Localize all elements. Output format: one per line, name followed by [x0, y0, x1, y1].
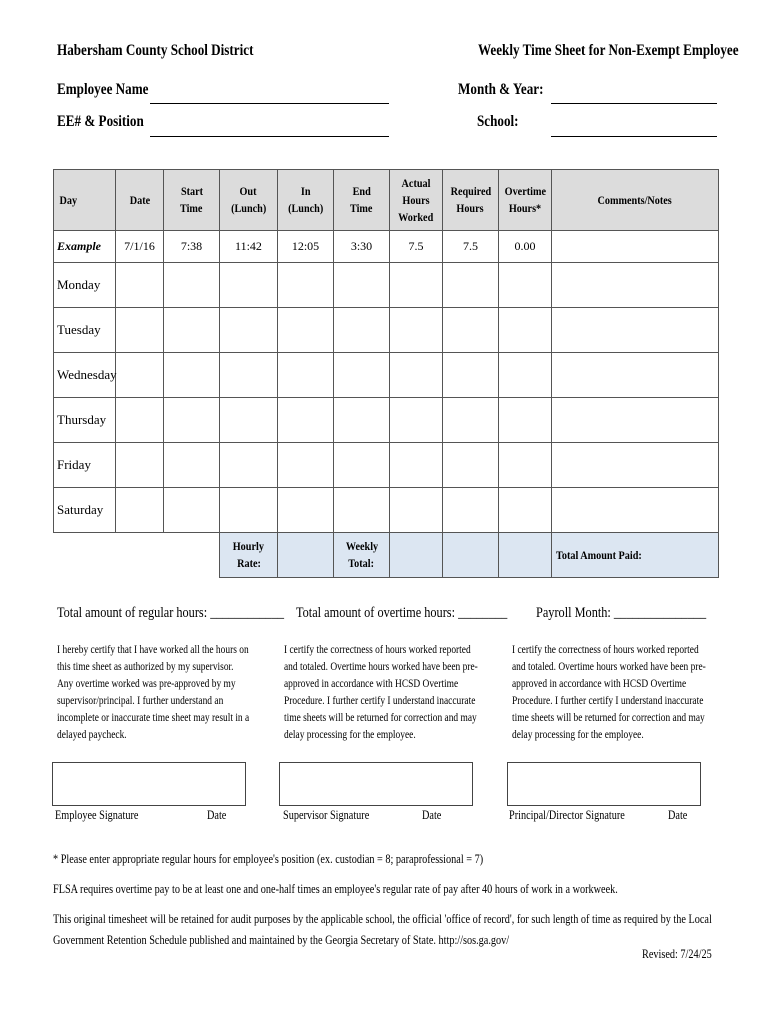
cell-actual[interactable]	[390, 308, 443, 353]
cell-in[interactable]	[278, 308, 334, 353]
table-row-tuesday	[54, 308, 719, 353]
employee-signature-label: Employee Signature	[55, 808, 139, 822]
cell-end[interactable]	[334, 398, 390, 443]
cell-date[interactable]	[116, 353, 164, 398]
day-label: Monday	[54, 263, 116, 308]
day-label: Tuesday	[54, 308, 116, 353]
flsa-note: FLSA requires overtime pay to be at least one and one-half times an employee's regular rate of pay after 40 hours of work in a workweek.	[53, 882, 618, 896]
col-comments: Comments/Notes	[552, 170, 719, 231]
cell-comments[interactable]	[552, 353, 719, 398]
retention-note-line2: Government Retention Schedule published and maintained by the Georgia Secretary of State. http://sos.ga.gov/	[53, 933, 510, 947]
example-label: Example	[54, 231, 116, 263]
hourly-rate-field[interactable]	[278, 533, 334, 578]
cell-end[interactable]	[334, 263, 390, 308]
cell-overtime[interactable]	[499, 308, 552, 353]
principal-signature-label: Principal/Director Signature	[509, 808, 625, 822]
weekly-total-required[interactable]	[443, 533, 499, 578]
supervisor-certification: I certify the correctness of hours worked reported and totaled. Overtime hours worked have been pre- approved in accordance with HCSD Overtime Procedure. I further certify I understand inaccurate time sheets will be returned for correction and may delay processing for the employee.	[284, 644, 478, 741]
cell-start[interactable]	[164, 488, 220, 533]
table-row-friday	[54, 443, 719, 488]
payroll-month[interactable]: Payroll Month: _______________	[536, 605, 707, 621]
cell-out[interactable]	[220, 488, 278, 533]
cell-required[interactable]	[443, 488, 499, 533]
cell-out[interactable]	[220, 263, 278, 308]
cell-overtime[interactable]	[499, 443, 552, 488]
weekly-total-label: Weekly Total:	[334, 533, 390, 578]
revised-date: Revised: 7/24/25	[642, 947, 712, 961]
cell-out[interactable]	[220, 443, 278, 488]
employee-name-field[interactable]	[150, 103, 389, 104]
ee-position-field[interactable]	[150, 136, 389, 137]
principal-date-label: Date	[668, 808, 688, 822]
ee-position-label: EE# & Position	[57, 113, 144, 130]
example-comments	[552, 231, 719, 263]
cell-actual[interactable]	[390, 353, 443, 398]
cell-overtime[interactable]	[499, 488, 552, 533]
month-year-field[interactable]	[551, 103, 717, 104]
cell-required[interactable]	[443, 398, 499, 443]
day-label: Saturday	[54, 488, 116, 533]
school-label: School:	[477, 113, 519, 130]
cell-in[interactable]	[278, 443, 334, 488]
cell-comments[interactable]	[552, 443, 719, 488]
form-title: Weekly Time Sheet for Non-Exempt Employee	[478, 42, 739, 59]
cell-required[interactable]	[443, 308, 499, 353]
day-label: Thursday	[54, 398, 116, 443]
weekly-total-actual[interactable]	[390, 533, 443, 578]
table-row-saturday	[54, 488, 719, 533]
cell-end[interactable]	[334, 308, 390, 353]
time-sheet-table	[53, 169, 719, 578]
required-hours-note: * Please enter appropriate regular hours for employee's position (ex. custodian = 8; paraprofessional = 7)	[53, 852, 484, 866]
cell-overtime[interactable]	[499, 263, 552, 308]
table-row-wednesday	[54, 353, 719, 398]
cell-required[interactable]	[443, 443, 499, 488]
month-year-label: Month & Year:	[458, 81, 544, 98]
cell-required[interactable]	[443, 353, 499, 398]
example-overtime: 0.00	[499, 231, 552, 263]
cell-comments[interactable]	[552, 398, 719, 443]
cell-overtime[interactable]	[499, 353, 552, 398]
cell-start[interactable]	[164, 398, 220, 443]
cell-end[interactable]	[334, 488, 390, 533]
example-required: 7.5	[443, 231, 499, 263]
cell-date[interactable]	[116, 488, 164, 533]
example-end: 3:30	[334, 231, 390, 263]
cell-actual[interactable]	[390, 443, 443, 488]
employee-certification: I hereby certify that I have worked all the hours on this time sheet as authorized by my supervisor. Any overtime worked was pre-approved by my supervisor/principal. I further understand an incomplete or inaccurate time sheet may result in a delayed paycheck.	[57, 644, 250, 741]
principal-certification: I certify the correctness of hours worked reported and totaled. Overtime hours worked have been pre- approved in accordance with HCSD Overtime Procedure. I further certify I understand inaccurate time sheets will be returned for correction and may delay processing for the employee.	[512, 644, 706, 741]
cell-actual[interactable]	[390, 263, 443, 308]
col-overtime-hours: Overtime Hours*	[499, 170, 552, 231]
cell-actual[interactable]	[390, 398, 443, 443]
employee-name-label: Employee Name	[57, 81, 149, 98]
table-header-row	[54, 170, 719, 231]
cell-actual[interactable]	[390, 488, 443, 533]
overtime-hours-total[interactable]: Total amount of overtime hours: ________	[296, 605, 508, 621]
col-actual-hours: Actual Hours Worked	[390, 170, 443, 231]
table-row-monday	[54, 263, 719, 308]
cell-date[interactable]	[116, 398, 164, 443]
col-date: Date	[116, 170, 164, 231]
cell-date[interactable]	[116, 263, 164, 308]
col-end-time: End Time	[334, 170, 390, 231]
example-date: 7/1/16	[116, 231, 164, 263]
cell-start[interactable]	[164, 263, 220, 308]
retention-note-line1: This original timesheet will be retained for audit purposes by the applicable school, the official 'office of record', for such length of time as required by the Local	[53, 912, 712, 926]
col-required-hours: Required Hours	[443, 170, 499, 231]
cell-in[interactable]	[278, 398, 334, 443]
cell-required[interactable]	[443, 263, 499, 308]
col-day: Day	[54, 170, 116, 231]
day-label: Friday	[54, 443, 116, 488]
school-field[interactable]	[551, 136, 717, 137]
cell-date[interactable]	[116, 308, 164, 353]
total-amount-paid[interactable]: Total Amount Paid:	[552, 533, 719, 578]
cell-start[interactable]	[164, 308, 220, 353]
totals-row	[54, 533, 719, 578]
cell-start[interactable]	[164, 353, 220, 398]
example-in: 12:05	[278, 231, 334, 263]
example-out: 11:42	[220, 231, 278, 263]
weekly-total-overtime[interactable]	[499, 533, 552, 578]
col-in-lunch: In (Lunch)	[278, 170, 334, 231]
col-out-lunch: Out (Lunch)	[220, 170, 278, 231]
example-actual: 7.5	[390, 231, 443, 263]
supervisor-signature-label: Supervisor Signature	[283, 808, 370, 822]
cell-end[interactable]	[334, 353, 390, 398]
regular-hours-total[interactable]: Total amount of regular hours: ____________	[57, 605, 284, 621]
example-row	[54, 231, 719, 263]
employee-date-label: Date	[207, 808, 227, 822]
supervisor-signature-box[interactable]	[279, 762, 473, 806]
hourly-rate-label: Hourly Rate:	[220, 533, 278, 578]
district-name: Habersham County School District	[57, 42, 254, 59]
day-label: Wednesday	[54, 353, 116, 398]
principal-signature-box[interactable]	[507, 762, 701, 806]
cell-in[interactable]	[278, 353, 334, 398]
cell-out[interactable]	[220, 398, 278, 443]
cell-out[interactable]	[220, 308, 278, 353]
employee-signature-box[interactable]	[52, 762, 246, 806]
cell-in[interactable]	[278, 488, 334, 533]
cell-in[interactable]	[278, 263, 334, 308]
cell-overtime[interactable]	[499, 398, 552, 443]
table-row-thursday	[54, 398, 719, 443]
supervisor-date-label: Date	[422, 808, 442, 822]
cell-start[interactable]	[164, 443, 220, 488]
cell-comments[interactable]	[552, 263, 719, 308]
cell-comments[interactable]	[552, 488, 719, 533]
cell-out[interactable]	[220, 353, 278, 398]
example-start: 7:38	[164, 231, 220, 263]
col-start-time: Start Time	[164, 170, 220, 231]
cell-end[interactable]	[334, 443, 390, 488]
cell-comments[interactable]	[552, 308, 719, 353]
cell-date[interactable]	[116, 443, 164, 488]
